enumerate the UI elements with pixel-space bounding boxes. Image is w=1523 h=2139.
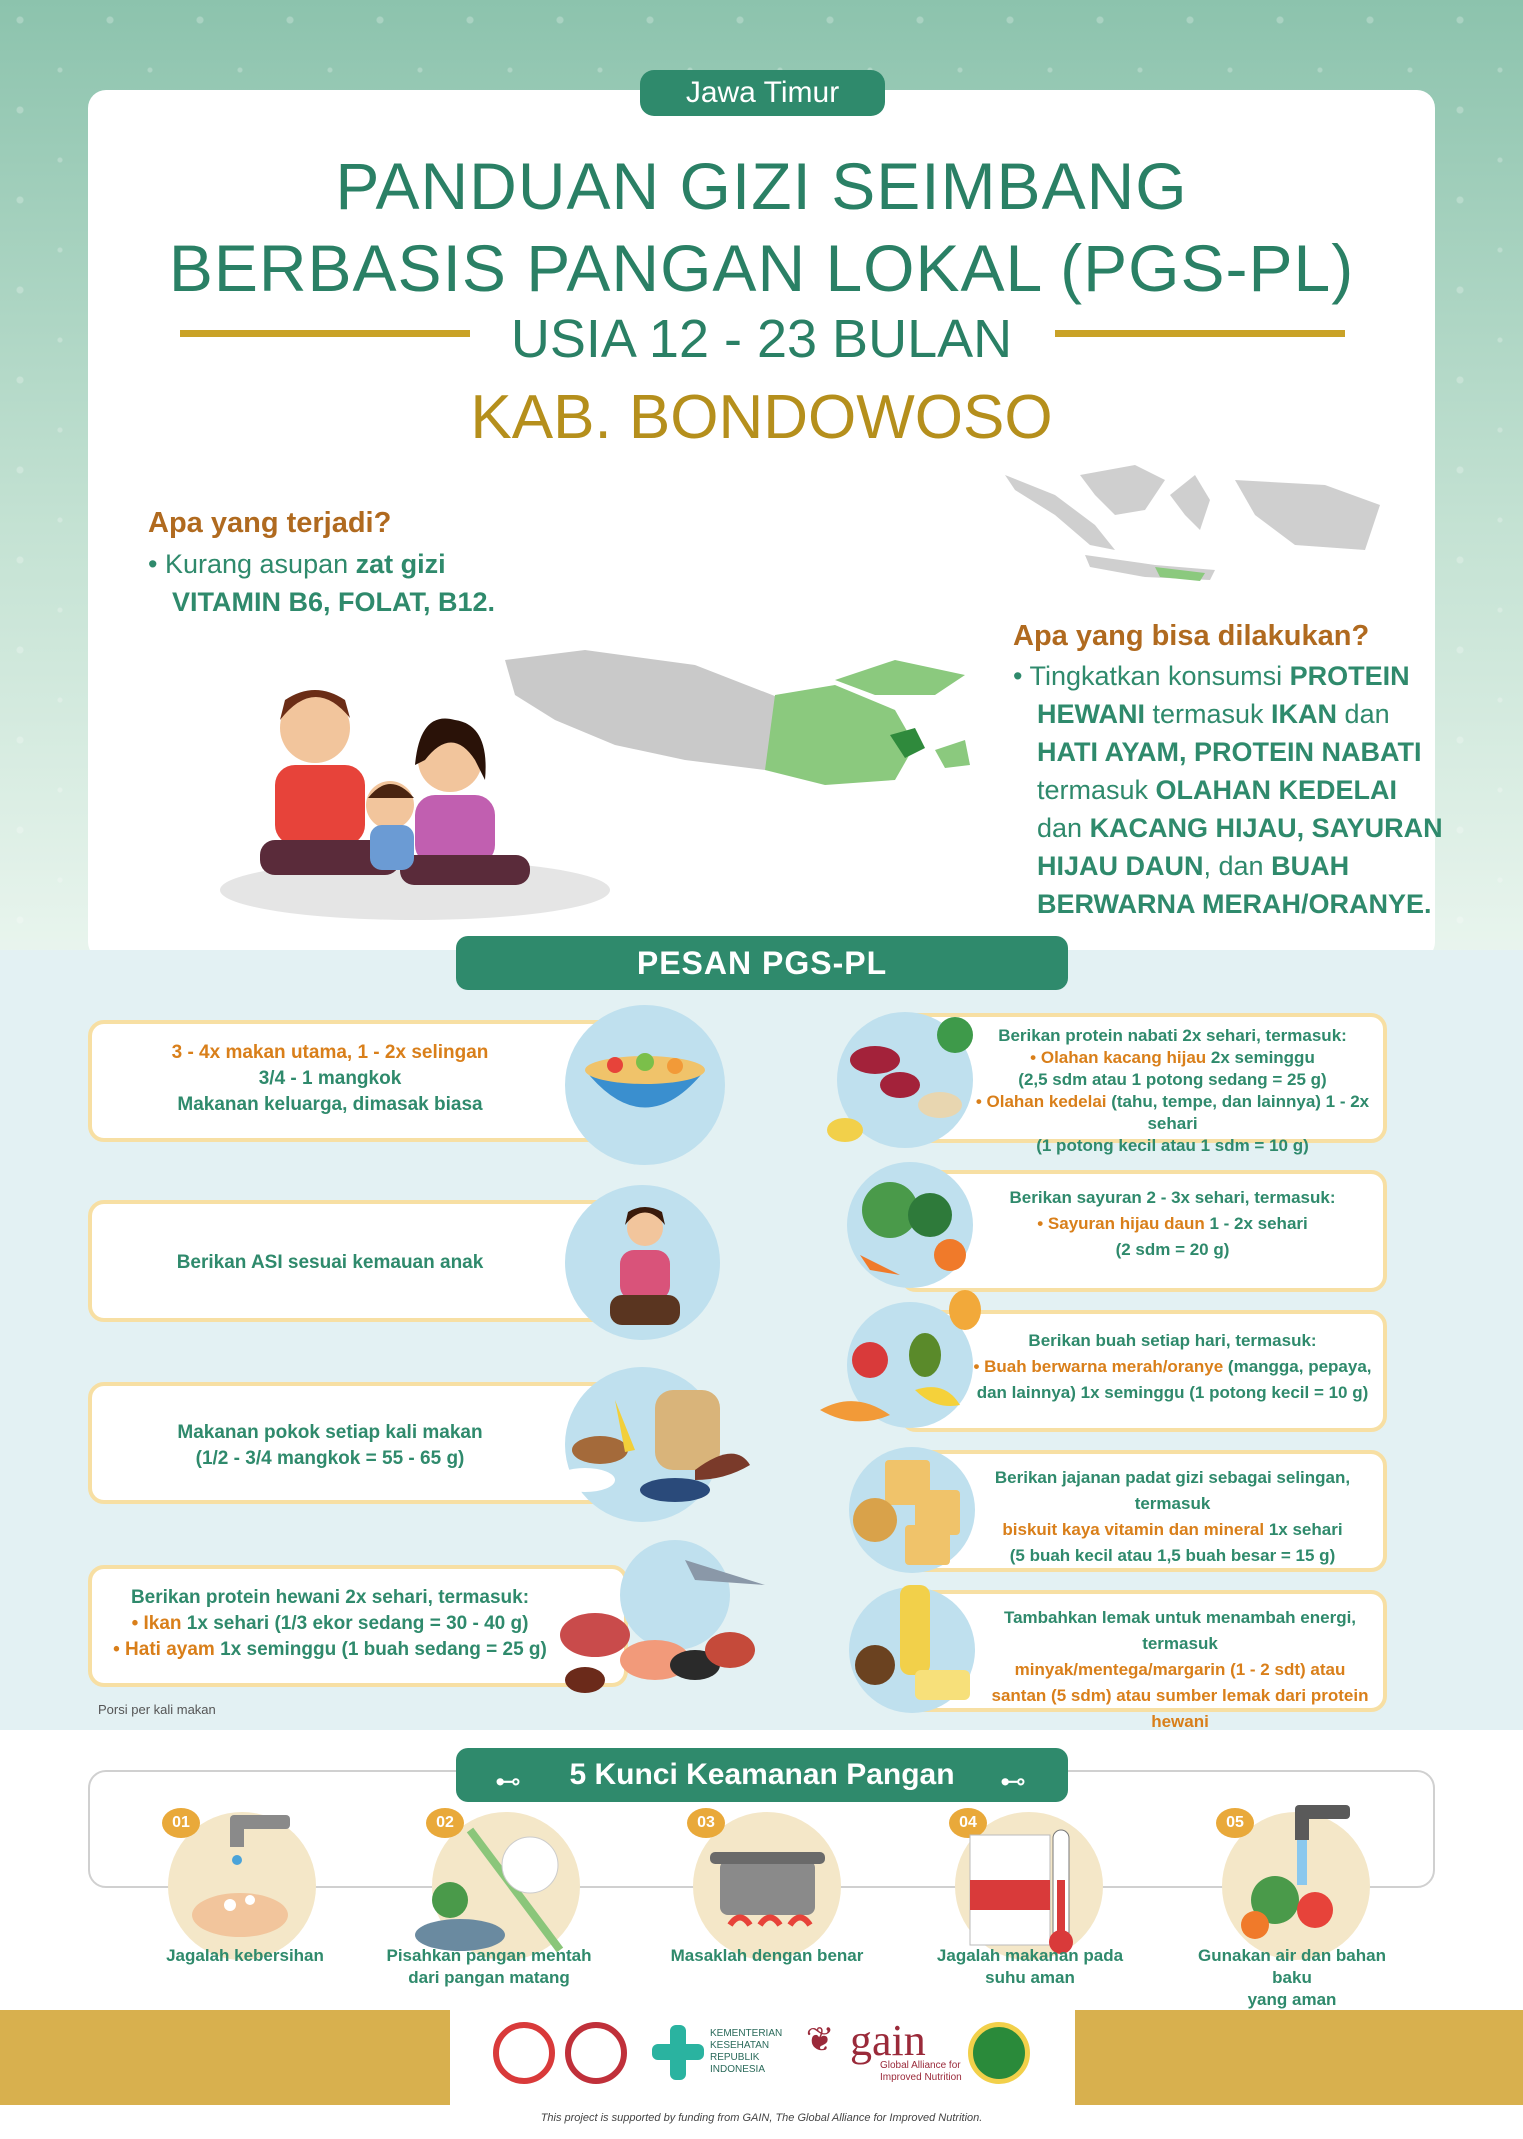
problem-heading: Apa yang terjadi? <box>148 507 392 539</box>
step-number: 02 <box>426 1808 464 1838</box>
bowl-illustration <box>580 1040 710 1130</box>
handwash-illustration <box>170 1805 315 1950</box>
message-snack-text: Berikan jajanan padat gizi sebagai selingan, termasuk biskuit kaya vitamin dan mineral 1x sehari (5 buah kecil atau 1,5 buah besar = 15 g) <box>994 1468 1351 1565</box>
kemenkes-logo <box>650 2020 705 2085</box>
family-illustration <box>220 670 620 920</box>
step-number: 01 <box>162 1808 200 1838</box>
title-line-1: PANDUAN GIZI SEIMBANG <box>335 149 1188 223</box>
separate-food-illustration <box>410 1820 600 1960</box>
step-1-label: Jagalah kebersihan <box>166 1946 324 1965</box>
vegetables-illustration <box>840 1160 980 1290</box>
step-number: 05 <box>1216 1808 1254 1838</box>
message-fruit-text: Berikan buah setiap hari, termasuk: • Buah berwarna merah/oranye (mangga, pepaya, dan lainnya) 1x seminggu (1 potong kecil = 10 g) <box>973 1331 1372 1402</box>
government-logo-1 <box>493 2022 555 2084</box>
government-logo-2 <box>565 2022 627 2084</box>
bondowoso-regency-logo <box>968 2022 1030 2084</box>
cooking-pot-illustration <box>695 1830 840 1945</box>
key-icon-left: ⊷ <box>495 1766 521 1796</box>
message-animal-protein-text: Berikan protein hewani 2x sehari, termasuk: • Ikan 1x sehari (1/3 ekor sedang = 30 - 40 g) • Hati ayam 1x seminggu (1 buah sedang = 25 g) <box>113 1587 547 1660</box>
step-number: 03 <box>687 1808 725 1838</box>
gain-tagline: Global Alliance for Improved Nutrition <box>880 2060 962 2083</box>
message-plant-protein-text: Berikan protein nabati 2x sehari, termasuk: • Olahan kacang hijau 2x seminggu (2,5 sdm atau 1 potong sedang = 25 g) • Olahan kedelai (tahu, tempe, dan lainnya) 1 - 2x sehari (1 potong kecil atau 1 sdm = 10 g) <box>975 1026 1370 1155</box>
indonesia-map <box>995 455 1380 595</box>
message-vegetables-text: Berikan sayuran 2 - 3x sehari, termasuk: • Sayuran hijau daun 1 - 2x sehari (2 sdm = 20 g) <box>1009 1188 1336 1259</box>
age-subtitle: USIA 12 - 23 BULAN <box>510 309 1013 369</box>
funding-credit: This project is supported by funding from GAIN, The Global Alliance for Improved Nutrition. <box>540 2112 983 2124</box>
problem-text: • Kurang asupan zat gizi VITAMIN B6, FOLAT, B12. <box>148 549 496 617</box>
regency-title: KAB. BONDOWOSO <box>470 383 1053 452</box>
thermometer-illustration <box>965 1820 1095 1960</box>
solution-text: • Tingkatkan konsumsi PROTEIN HEWANI termasuk IKAN dan HATI AYAM, PROTEIN NABATI termasuk OLAHAN KEDELAI dan KACANG HIJAU, SAYURAN HIJAU DAUN, dan BUAH BERWARNA MERAH/ORANYE. <box>1013 661 1443 919</box>
region-badge: Jawa Timur <box>640 70 885 116</box>
message-meals-text: 3 - 4x makan utama, 1 - 2x selingan 3/4 - 1 mangkok Makanan keluarga, dimasak biasa <box>171 1042 489 1115</box>
gain-emblem-icon: ❦ <box>805 2021 835 2059</box>
food-safety-heading: 5 Kunci Keamanan Pangan <box>456 1748 1068 1802</box>
message-asi-text: Berikan ASI sesuai kemauan anak <box>176 1252 484 1273</box>
key-icon-right: ⊷ <box>1000 1766 1026 1796</box>
step-3-label: Masaklah dengan benar <box>670 1946 864 1965</box>
step-number: 04 <box>949 1808 987 1838</box>
oil-illustration <box>845 1580 980 1715</box>
footer-band-right <box>1075 2010 1523 2105</box>
fruit-illustration <box>815 1290 990 1440</box>
footer-band-left <box>0 2010 450 2105</box>
animal-protein-illustration <box>545 1540 770 1705</box>
message-fat-text: Tambahkan lemak untuk menambah energi, termasuk minyak/mentega/margarin (1 - 2 sdt) atau santan (5 sdm) atau sumber lemak dari protein hewani <box>991 1608 1369 1731</box>
staple-food-illustration <box>555 1380 755 1510</box>
step-4-label: Jagalah makanan pada suhu aman <box>936 1946 1124 1987</box>
biscuit-illustration <box>845 1445 980 1575</box>
mother-illustration <box>600 1200 690 1330</box>
gain-logo: gain <box>850 2016 926 2065</box>
step-5-label: Gunakan air dan bahan baku yang aman <box>1198 1946 1386 2009</box>
plant-protein-illustration <box>820 1010 980 1160</box>
message-staple-text: Makanan pokok setiap kali makan (1/2 - 3/4 mangkok = 55 - 65 g) <box>177 1422 483 1469</box>
step-2-label: Pisahkan pangan mentah dari pangan matang <box>386 1946 592 1987</box>
title-line-2: BERBASIS PANGAN LOKAL (PGS-PL) <box>168 231 1355 305</box>
pesan-heading: PESAN PGS-PL <box>456 936 1068 990</box>
solution-heading: Apa yang bisa dilakukan? <box>1013 620 1370 652</box>
clean-water-illustration <box>1225 1800 1375 1955</box>
portion-note: Porsi per kali makan <box>98 1702 216 1717</box>
kemenkes-text: KEMENTERIAN KESEHATAN REPUBLIK INDONESIA <box>710 2028 783 2075</box>
